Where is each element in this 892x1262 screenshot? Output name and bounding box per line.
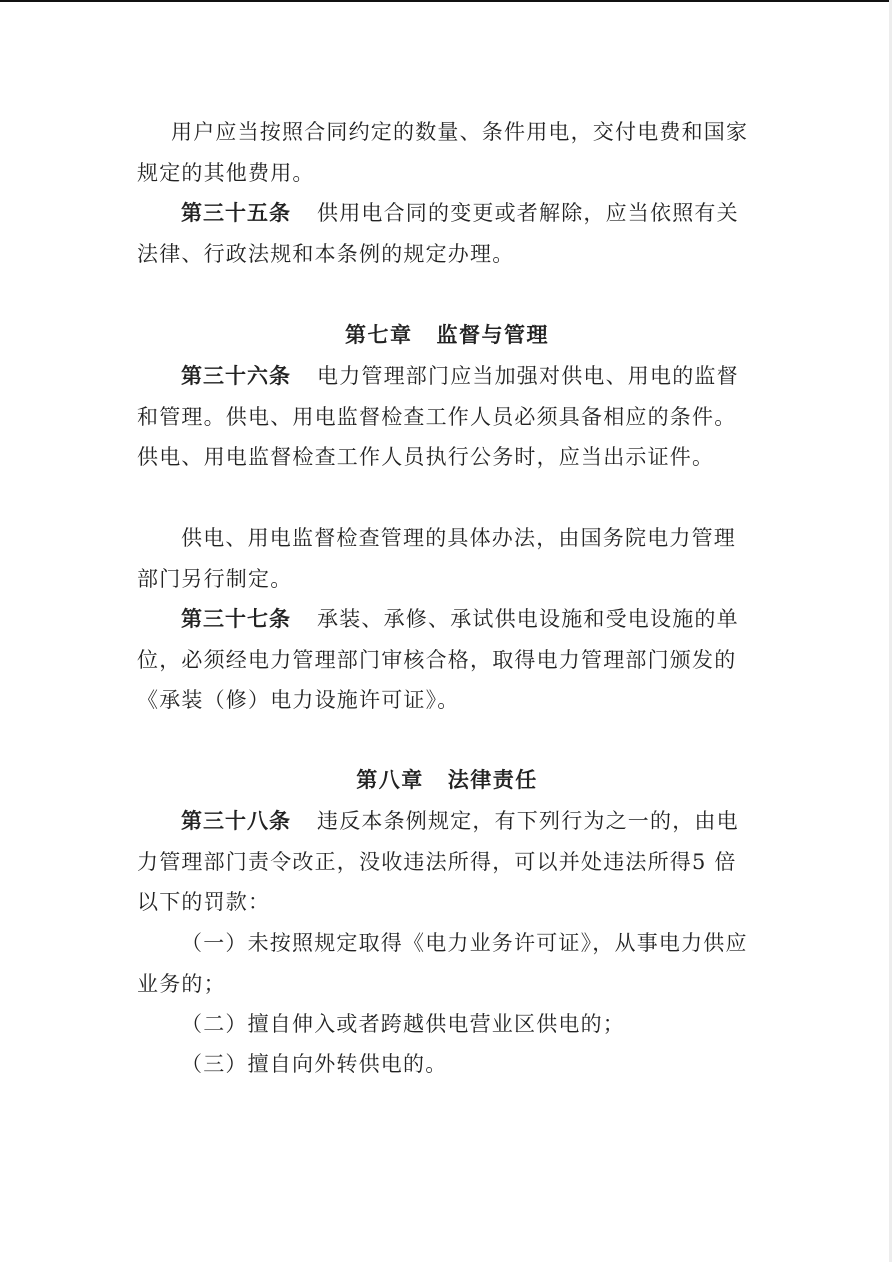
paragraph-user-obligation	[137, 112, 757, 193]
article-label: 第三十八条	[181, 809, 291, 833]
list-item-1	[137, 923, 757, 1004]
article-text: 承装、承修、承试供电设施和受电设施的单位，必须经电力管理部门审核合格，取得电力管理部门颁发的《承装（修）电力设施许可证》。	[137, 607, 739, 712]
chapter-number: 第七章	[345, 323, 413, 347]
paragraph-text: 用户应当按照合同约定的数量、条件用电，交付电费和国家规定的其他费用。	[137, 120, 749, 185]
article-label: 第三十六条	[181, 364, 291, 388]
list-item-text: （一）未按照规定取得《电力业务许可证》，从事电力供应业务的；	[137, 931, 748, 996]
article-label: 第三十五条	[181, 201, 291, 225]
paragraph-text: 供电、用电监督检查管理的具体办法，由国务院电力管理部门另行制定。	[137, 526, 736, 591]
chapter-title: 监督与管理	[436, 323, 549, 347]
article-text: 违反本条例规定，有下列行为之一的，由电力管理部门责令改正，没收违法所得，可以并处违法所得5 倍以下的罚款：	[137, 809, 739, 914]
list-item-3	[137, 1044, 757, 1085]
chapter-7-heading	[137, 320, 757, 350]
article-37	[137, 599, 757, 721]
article-36	[137, 356, 757, 478]
article-35	[137, 193, 757, 274]
page-top-border	[0, 0, 892, 2]
chapter-8-heading	[137, 765, 757, 795]
article-text: 电力管理部门应当加强对供电、用电的监督和管理。供电、用电监督检查工作人员必须具备相应的条件。供电、用电监督检查工作人员执行公务时，应当出示证件。	[137, 364, 739, 469]
list-item-text: （三）擅自向外转供电的。	[181, 1052, 448, 1076]
paragraph-supervision-rules	[137, 518, 757, 599]
article-38	[137, 801, 757, 923]
list-item-text: （二）擅自伸入或者跨越供电营业区供电的；	[181, 1012, 625, 1036]
chapter-number: 第八章	[356, 768, 424, 792]
chapter-title: 法律责任	[447, 768, 538, 792]
list-item-2	[137, 1004, 757, 1045]
article-label: 第三十七条	[181, 607, 291, 631]
article-text: 供用电合同的变更或者解除，应当依照有关法律、行政法规和本条例的规定办理。	[137, 201, 739, 266]
